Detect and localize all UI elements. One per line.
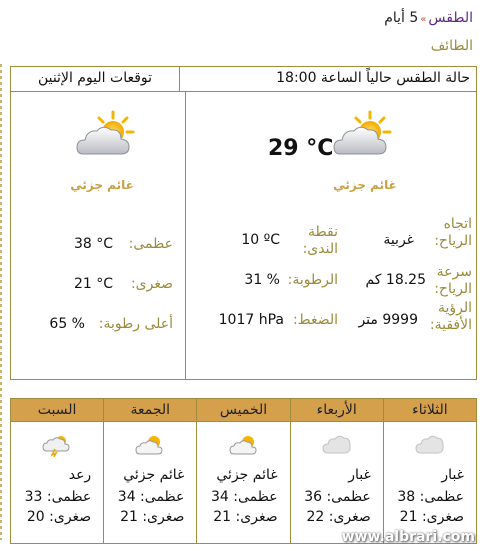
today-max-label: عظمى: [128,236,173,252]
today-humidity-label: أعلى رطوبة: [98,316,173,332]
wind-speed-value: 18.25 كم [365,272,426,288]
today-min-label: صغرى: [130,276,173,292]
forecast-min: صغرى: 21 [120,509,185,525]
breadcrumb-weather-link[interactable]: الطقس [428,10,473,26]
forecast-day [103,399,196,543]
today-humidity-value: 65 % [49,316,85,332]
thunder-icon [11,433,103,459]
visibility-value: 9999 متر [358,312,418,328]
forecast-condition: غائم جزئي [123,467,185,483]
today-condition: غائم جزئي [70,178,134,192]
forecast-min: صغرى: 22 [306,509,371,525]
current-conditions [185,92,476,380]
forecast-max: عظمى: 34 [117,489,185,505]
partly-cloudy-icon [332,110,396,162]
watermark: www.albrari.com [341,529,475,545]
left-dotted-border [0,64,2,540]
current-condition: غائم جزئي [333,178,397,192]
forecast-min: صغرى: 21 [213,509,278,525]
forecast-condition: غبار [441,467,464,483]
forecast-max: عظمى: 36 [304,489,371,505]
forecast-condition: رعد [68,467,92,483]
forecast-max: عظمى: 33 [24,489,92,505]
dust-icon [291,433,383,459]
forecast-max: عظمى: 34 [210,489,278,505]
today-heading: توقعات اليوم الإثنين [37,70,153,86]
forecast-min: صغرى: 20 [26,509,92,525]
pressure-value: 1017 hPa [218,312,284,328]
forecast-min: صغرى: 21 [399,509,464,525]
forecast-day-name: السبت [11,399,103,422]
dust-icon [384,433,476,459]
forecast-condition: غبار [348,467,371,483]
forecast-day [196,399,289,543]
wind-direction-value: غربية [383,232,414,248]
wind-direction-label: اتجاه الرياح: [434,216,472,249]
forecast-day-name: الثلاثاء [384,399,476,422]
forecast-day [383,399,476,543]
breadcrumb [384,10,473,26]
forecast-day-name: الأربعاء [291,399,383,422]
forecast-condition: غائم جزئي [216,467,278,483]
wind-speed-label: سرعة الرياح: [434,264,472,297]
breadcrumb-separator: » [420,14,427,25]
dew-point-value: 10 ºC [241,232,280,248]
current-temperature: 29 °C [268,136,334,161]
city-name: الطائف [430,38,473,54]
visibility-label: الرؤية الأفقية: [429,300,472,333]
forecast-day-name: الخميس [197,399,289,422]
current-heading: حالة الطقس حالياً الساعة 18:00 [179,67,476,91]
humidity-label: الرطوبة: [287,272,338,288]
five-day-forecast [10,398,477,544]
current-weather-panel [10,66,477,380]
today-forecast [11,92,185,380]
today-max-value: 38 °C [73,236,113,252]
forecast-max: عظمى: 38 [397,489,464,505]
partly-cloudy-icon [104,433,196,459]
breadcrumb-current: 5 أيام [384,10,419,26]
forecast-day-name: الجمعة [104,399,196,422]
forecast-day [290,399,383,543]
forecast-day [11,399,103,543]
humidity-value: 31 % [244,272,280,288]
pressure-label: الضغط: [292,312,338,328]
partly-cloudy-icon [75,110,139,162]
dew-point-label: نقطة الندى: [302,224,338,257]
today-min-value: 21 °C [73,276,113,292]
partly-cloudy-icon [197,433,289,459]
